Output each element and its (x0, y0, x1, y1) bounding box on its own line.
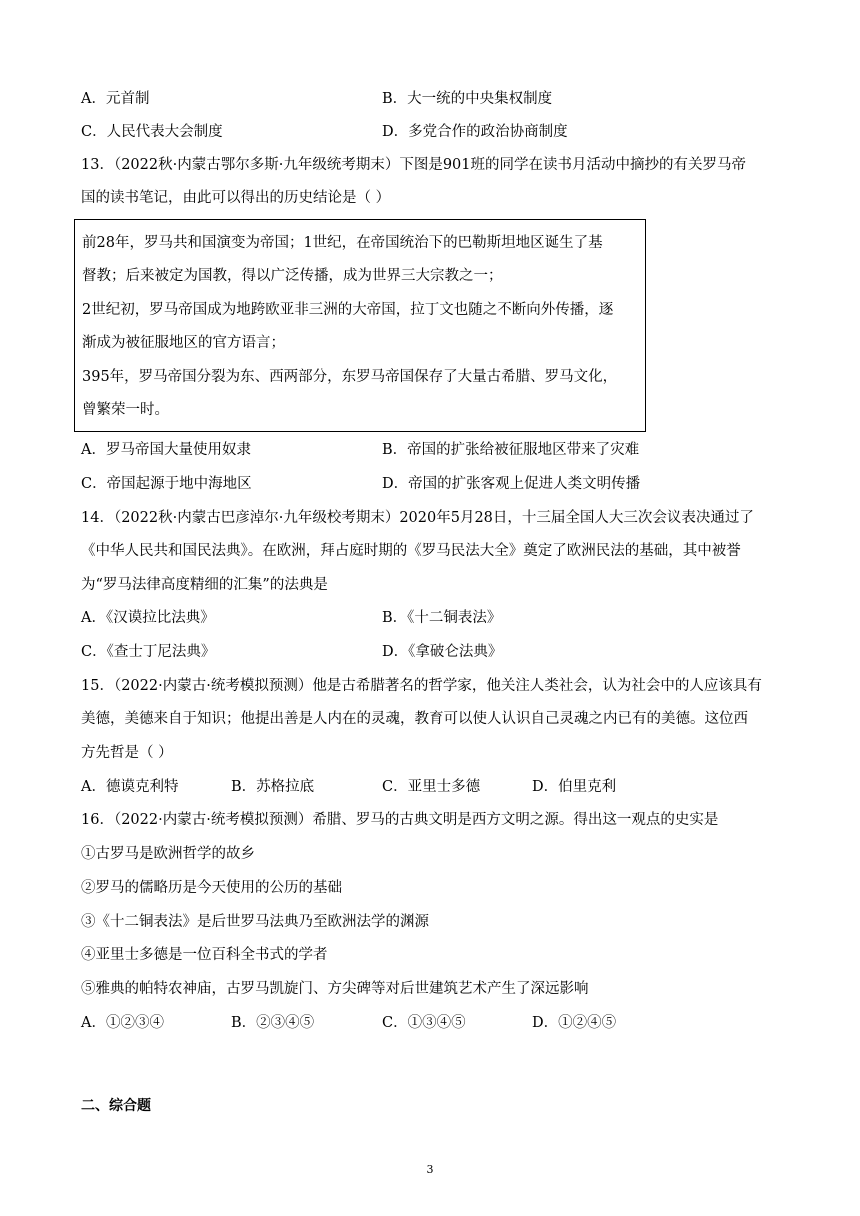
q15-stem-line-2: 美德，美德来自于知识；他提出善是人内在的灵魂，教育可以使人认识自己灵魂之内已有的美德。这位西 (81, 711, 748, 727)
q16-option-b: B．②③④⑤ (231, 1015, 315, 1031)
page-number: 3 (426, 1163, 434, 1176)
q16-option-d: D．①②④⑤ (532, 1015, 617, 1031)
q14-stem-line-1: 14．（2022秋·内蒙古巴彦淖尔·九年级校考期末）2020年5月28日，十三届全国人大三次会议表决通过了 (81, 510, 754, 526)
q16-item-3: ③《十二铜表法》是后世罗马法典乃至欧洲法学的渊源 (81, 914, 429, 930)
q15-option-c: C．亚里士多德 (382, 779, 481, 795)
q15-option-b: B．苏格拉底 (231, 779, 315, 795)
q16-option-a: A．①②③④ (81, 1015, 164, 1031)
q16-option-c: C．①③④⑤ (382, 1015, 466, 1031)
q16-item-2: ②罗马的儒略历是今天使用的公历的基础 (81, 880, 342, 896)
box-line-2: 督教；后来被定为国教，得以广泛传播，成为世界三大宗教之一； (82, 268, 503, 284)
box-line-4: 渐成为被征服地区的官方语言； (82, 335, 285, 351)
reading-notes-box (74, 219, 646, 432)
q14-stem-line-2: 《中华人民共和国民法典》。在欧洲，拜占庭时期的《罗马民法大全》奠定了欧洲民法的基础，其中被誉 (81, 543, 741, 559)
q15-stem-line-3: 方先哲是（ ） (81, 745, 173, 761)
box-line-1: 前28年，罗马共和国演变为帝国；1世纪，在帝国统治下的巴勒斯坦地区诞生了基 (82, 235, 603, 251)
q13-option-c: C．帝国起源于地中海地区 (81, 476, 252, 492)
q13-stem-line-1: 13．（2022秋·内蒙古鄂尔多斯·九年级统考期末）下图是901班的同学在读书月活动中摘抄的有关罗马帝 (81, 157, 746, 173)
q14-option-a: A．《汉谟拉比法典》 (81, 610, 215, 626)
q13-option-d: D．帝国的扩张客观上促进人类文明传播 (382, 476, 641, 492)
q15-option-a: A．德谟克利特 (81, 779, 179, 795)
section-heading: 二、综合题 (81, 1098, 151, 1114)
q12-option-d: D．多党合作的政治协商制度 (382, 124, 568, 140)
box-line-3: 2世纪初，罗马帝国成为地跨欧亚非三洲的大帝国，拉丁文也随之不断向外传播，逐 (82, 302, 614, 318)
q14-option-b: B．《十二铜表法》 (382, 610, 502, 626)
q16-stem-line-1: 16．（2022·内蒙古·统考模拟预测）希腊、罗马的古典文明是西方文明之源。得出这一观点的史实是 (81, 812, 719, 828)
q12-option-a: A．元首制 (81, 91, 150, 107)
q14-option-d: D．《拿破仑法典》 (382, 644, 503, 660)
q16-item-5: ⑤雅典的帕特农神庙，古罗马凯旋门、方尖碑等对后世建筑艺术产生了深远影响 (81, 981, 589, 997)
q12-option-c: C．人民代表大会制度 (81, 124, 223, 140)
box-line-5: 395年，罗马帝国分裂为东、西两部分，东罗马帝国保存了大量古希腊、罗马文化， (82, 369, 618, 385)
q16-item-1: ①古罗马是欧洲哲学的故乡 (81, 846, 255, 862)
q15-option-d: D．伯里克利 (532, 779, 617, 795)
q13-option-b: B．帝国的扩张给被征服地区带来了灾难 (382, 442, 640, 458)
q13-option-a: A．罗马帝国大量使用奴隶 (81, 442, 251, 458)
q15-stem-line-1: 15．（2022·内蒙古·统考模拟预测）他是古希腊著名的哲学家，他关注人类社会，认为社会中的人应该具有 (81, 678, 762, 694)
box-line-6: 曾繁荣一时。 (82, 402, 169, 418)
q12-option-b: B．大一统的中央集权制度 (382, 91, 553, 107)
q13-stem-line-2: 国的读书笔记，由此可以得出的历史结论是（ ） (81, 190, 391, 206)
q16-item-4: ④亚里士多德是一位百科全书式的学者 (81, 947, 328, 963)
q14-option-c: C．《查士丁尼法典》 (81, 644, 216, 660)
q14-stem-line-3: 为“罗马法律高度精细的汇集”的法典是 (81, 577, 328, 593)
